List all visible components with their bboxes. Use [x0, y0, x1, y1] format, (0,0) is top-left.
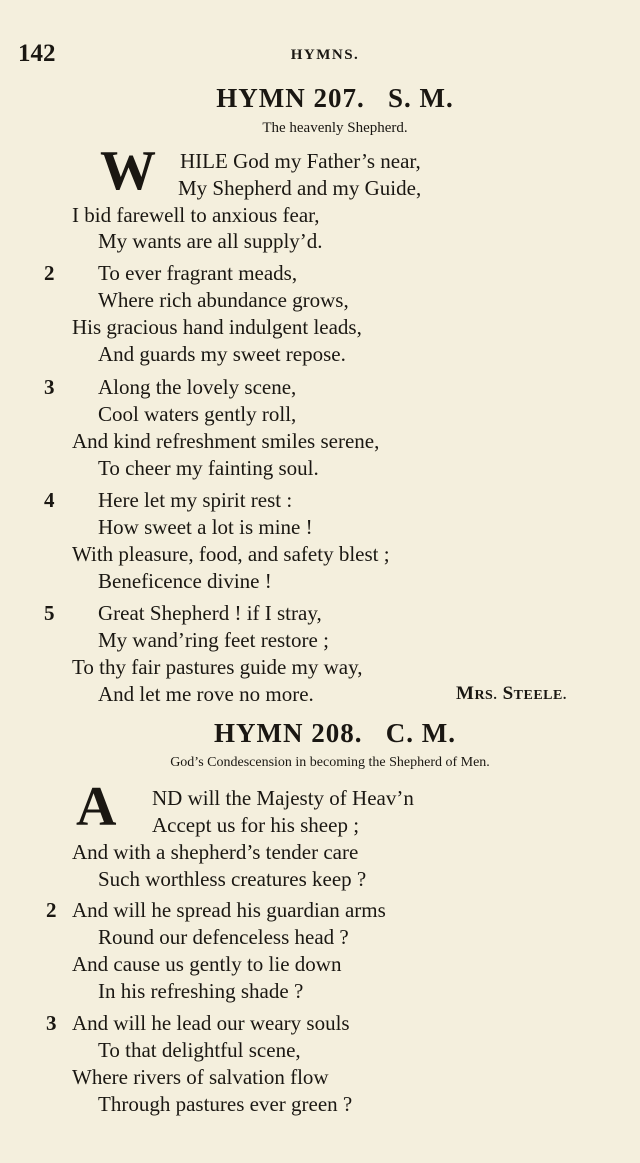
verse-line: Where rich abundance grows,	[98, 288, 349, 312]
verse-line: And let me rove no more.	[98, 682, 314, 706]
stanza-number: 2	[46, 898, 57, 922]
verse-line: I bid farewell to anxious fear,	[72, 203, 320, 227]
hymn-title: HYMN 207. S. M.	[216, 83, 454, 113]
verse-line: His gracious hand indulgent leads,	[72, 315, 362, 339]
stanza-number: 2	[44, 261, 55, 285]
verse-line: HILE God my Father’s near,	[180, 149, 421, 173]
drop-cap: A	[76, 776, 117, 838]
verse-line: Where rivers of salvation flow	[72, 1065, 329, 1089]
verse-line: How sweet a lot is mine !	[98, 515, 313, 539]
stanza-number: 4	[44, 488, 55, 512]
hymn-title: HYMN 208. C. M.	[214, 718, 456, 748]
verse-line: Round our defenceless head ?	[98, 925, 349, 949]
stanza-number: 3	[46, 1011, 57, 1035]
verse-line: Such worthless creatures keep ?	[98, 867, 367, 891]
drop-cap: W	[100, 140, 156, 202]
verse-line: And guards my sweet repose.	[98, 342, 346, 366]
verse-line: To ever fragrant meads,	[98, 261, 298, 285]
verse-line: Beneficence divine !	[98, 569, 272, 593]
attribution-m: M	[456, 683, 475, 704]
page-number: 142	[18, 40, 56, 67]
verse-line: My wand’ring feet restore ;	[98, 628, 329, 652]
attribution-teele: TEELE.	[513, 688, 567, 703]
verse-line: In his refreshing shade ?	[98, 979, 304, 1003]
hymn-subtitle: God’s Condescension in becoming the Shepherd of Men.	[170, 755, 490, 770]
verse-line: Along the lovely scene,	[98, 375, 297, 399]
verse-line: And will he lead our weary souls	[72, 1011, 350, 1035]
verse-line: And will he spread his guardian arms	[72, 898, 386, 922]
verse-line: To that delightful scene,	[98, 1038, 301, 1062]
verse-line: Great Shepherd ! if I stray,	[98, 601, 322, 625]
verse-line: And kind refreshment smiles serene,	[72, 429, 380, 453]
verse-line: And with a shepherd’s tender care	[72, 840, 359, 864]
attribution-s: S	[502, 683, 514, 704]
running-head: HYMNS.	[290, 47, 360, 63]
attribution	[456, 682, 567, 708]
verse-line: And cause us gently to lie down	[72, 952, 342, 976]
verse-line: My Shepherd and my Guide,	[178, 176, 422, 200]
stanza-number: 3	[44, 375, 55, 399]
verse-line: To cheer my fainting soul.	[98, 456, 319, 480]
verse-line: With pleasure, food, and safety blest ;	[72, 542, 390, 566]
verse-line: Accept us for his sheep ;	[152, 813, 360, 837]
verse-line: ND will the Majesty of Heav’n	[152, 786, 414, 810]
hymn-subtitle: The heavenly Shepherd.	[262, 120, 408, 136]
verse-line: Through pastures ever green ?	[98, 1092, 353, 1116]
verse-line: Here let my spirit rest :	[98, 488, 293, 512]
verse-line: My wants are all supply’d.	[98, 229, 323, 253]
verse-line: Cool waters gently roll,	[98, 402, 297, 426]
verse-line: To thy fair pastures guide my way,	[72, 655, 363, 679]
attribution-rs: RS.	[474, 688, 498, 703]
stanza-number: 5	[44, 601, 55, 625]
